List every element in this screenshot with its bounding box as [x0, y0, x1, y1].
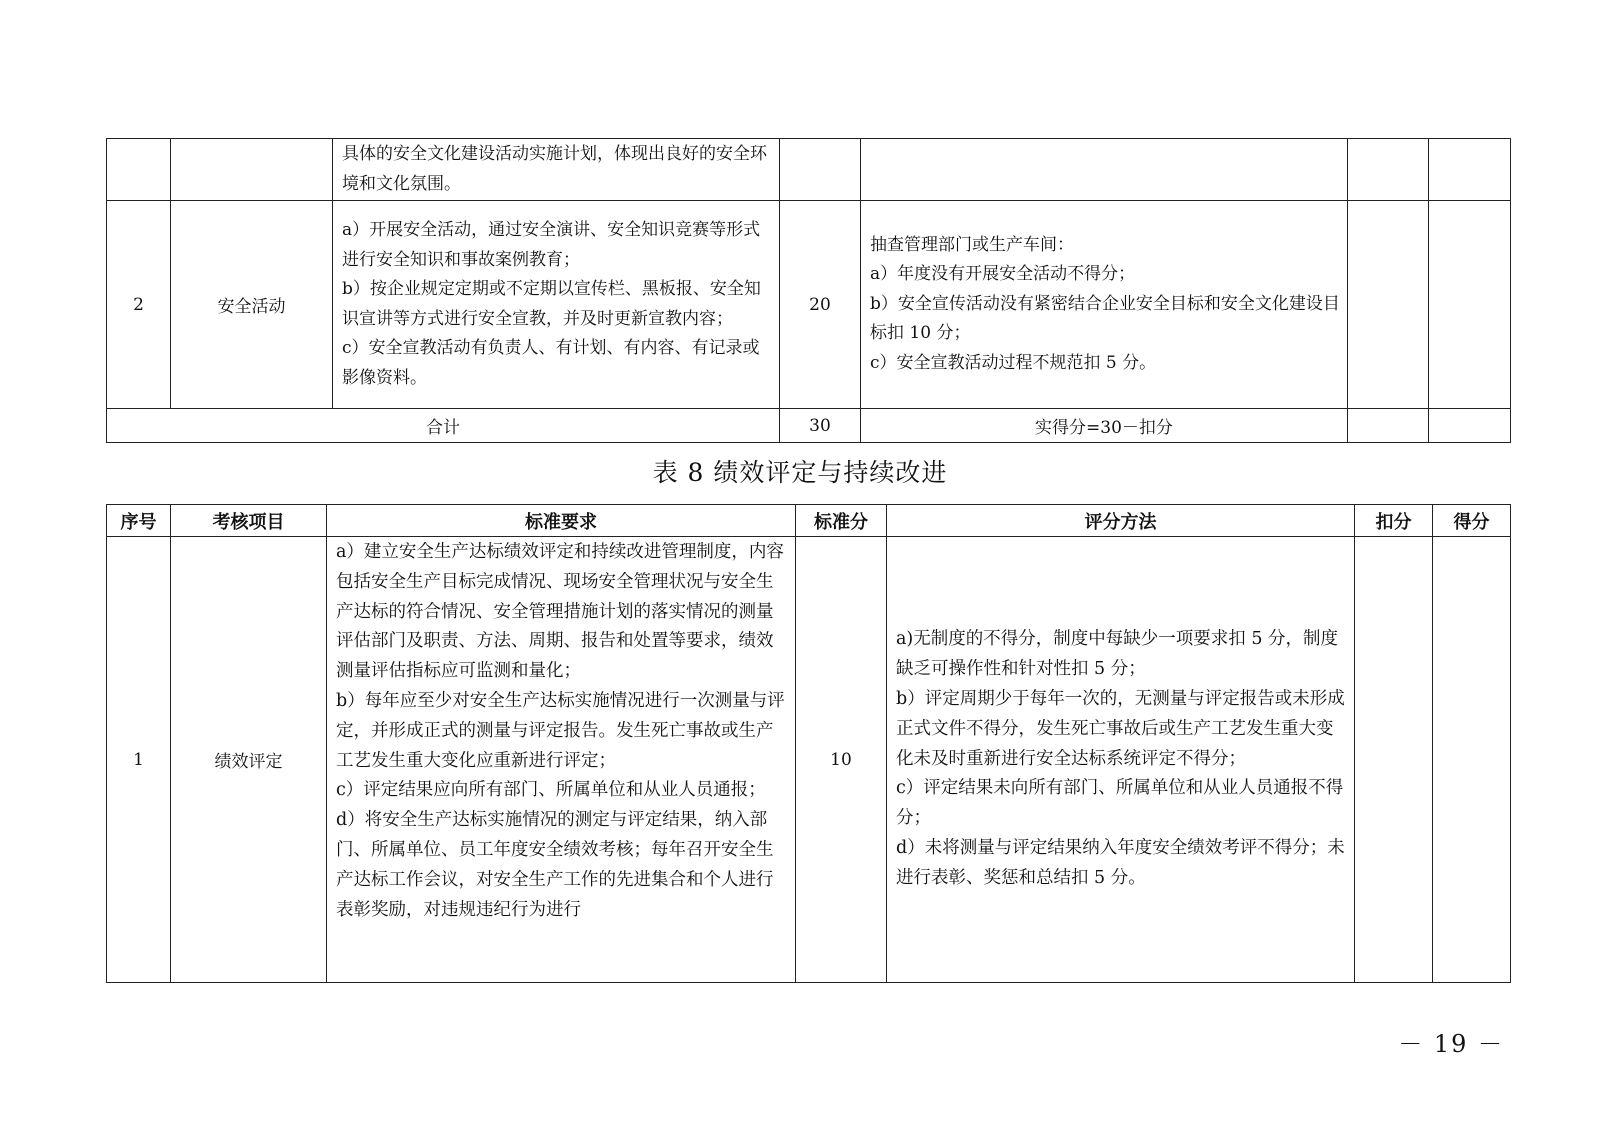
cell-earned: [1429, 139, 1511, 201]
cell-no: 1: [107, 537, 171, 983]
table-header-row: [107, 505, 1511, 537]
cell-no: 2: [107, 201, 171, 409]
cell-deduct: [1348, 139, 1429, 201]
cell-score: 10: [796, 537, 887, 983]
table-row-performance-evaluation: [107, 537, 1511, 983]
cell-deduct: [1348, 201, 1429, 409]
cell-requirement: 具体的安全文化建设活动实施计划，体现出良好的安全环境和文化氛围。: [333, 139, 780, 201]
cell-method: 抽查管理部门或生产车间： a）年度没有开展安全活动不得分； b）安全宣传活动没有紧密结合企业安全目标和安全文化建设目标扣 10 分； c）安全宣教活动过程不规范扣 5 分。: [861, 201, 1348, 409]
cell-total-score: 30: [780, 409, 861, 443]
cell-earned: [1429, 409, 1511, 443]
table-row-safety-activities: [107, 201, 1511, 409]
cell-item: 安全活动: [171, 201, 333, 409]
cell-item: 绩效评定: [171, 537, 327, 983]
cell-score: [780, 139, 861, 201]
header-item: 考核项目: [171, 505, 327, 537]
header-no: 序号: [107, 505, 171, 537]
table-row-continuation: [107, 139, 1511, 201]
safety-culture-table: [106, 138, 1511, 443]
cell-requirement: a）开展安全活动，通过安全演讲、安全知识竞赛等形式进行安全知识和事故案例教育； b）按企业规定定期或不定期以宣传栏、黑板报、安全知识宣讲等方式进行安全宣教，并及时更新宣教内容； c）安全宣教活动有负责人、有计划、有内容、有记录或影像资料。: [333, 201, 780, 409]
cell-score: 20: [780, 201, 861, 409]
cell-total-formula: 实得分=30－扣分: [861, 409, 1348, 443]
performance-evaluation-table: [106, 504, 1511, 983]
header-requirement: 标准要求: [327, 505, 796, 537]
table-row-total: [107, 409, 1511, 443]
header-deduct: 扣分: [1355, 505, 1433, 537]
cell-deduct: [1355, 537, 1433, 983]
header-score: 标准分: [796, 505, 887, 537]
cell-method: [861, 139, 1348, 201]
table-title: 表 8 绩效评定与持续改进: [652, 458, 948, 487]
cell-method: a)无制度的不得分，制度中每缺少一项要求扣 5 分，制度缺乏可操作性和针对性扣 5 分； b）评定周期少于每年一次的，无测量与评定报告或未形成正式文件不得分，发生死亡事故后或生产工艺发生重大变化未及时重新进行安全达标系统评定不得分； c）评定结果未向所有部门、所属单位和从业人员通报不得分； d）未将测量与评定结果纳入年度安全绩效考评不得分；未进行表彰、奖惩和总结扣 5 分。: [887, 537, 1355, 983]
cell-deduct: [1348, 409, 1429, 443]
page-number: － 19 －: [1398, 1030, 1504, 1058]
header-earned: 得分: [1433, 505, 1511, 537]
cell-total-label: 合计: [107, 409, 780, 443]
cell-earned: [1429, 201, 1511, 409]
cell-earned: [1433, 537, 1511, 983]
cell-requirement: a）建立安全生产达标绩效评定和持续改进管理制度，内容包括安全生产目标完成情况、现场安全管理状况与安全生产达标的符合情况、安全管理措施计划的落实情况的测量评估部门及职责、方法、周期、报告和处置等要求，绩效测量评估指标应可监测和量化； b）每年应至少对安全生产达标实施情况进行一次测量与评定，并形成正式的测量与评定报告。发生死亡事故或生产工艺发生重大变化应重新进行评定； c）评定结果应向所有部门、所属单位和从业人员通报； d）将安全生产达标实施情况的测定与评定结果，纳入部门、所属单位、员工年度安全绩效考核；每年召开安全生产达标工作会议，对安全生产工作的先进集合和个人进行表彰奖励，对违规违纪行为进行: [327, 537, 796, 983]
cell-item: [171, 139, 333, 201]
header-method: 评分方法: [887, 505, 1355, 537]
cell-no: [107, 139, 171, 201]
